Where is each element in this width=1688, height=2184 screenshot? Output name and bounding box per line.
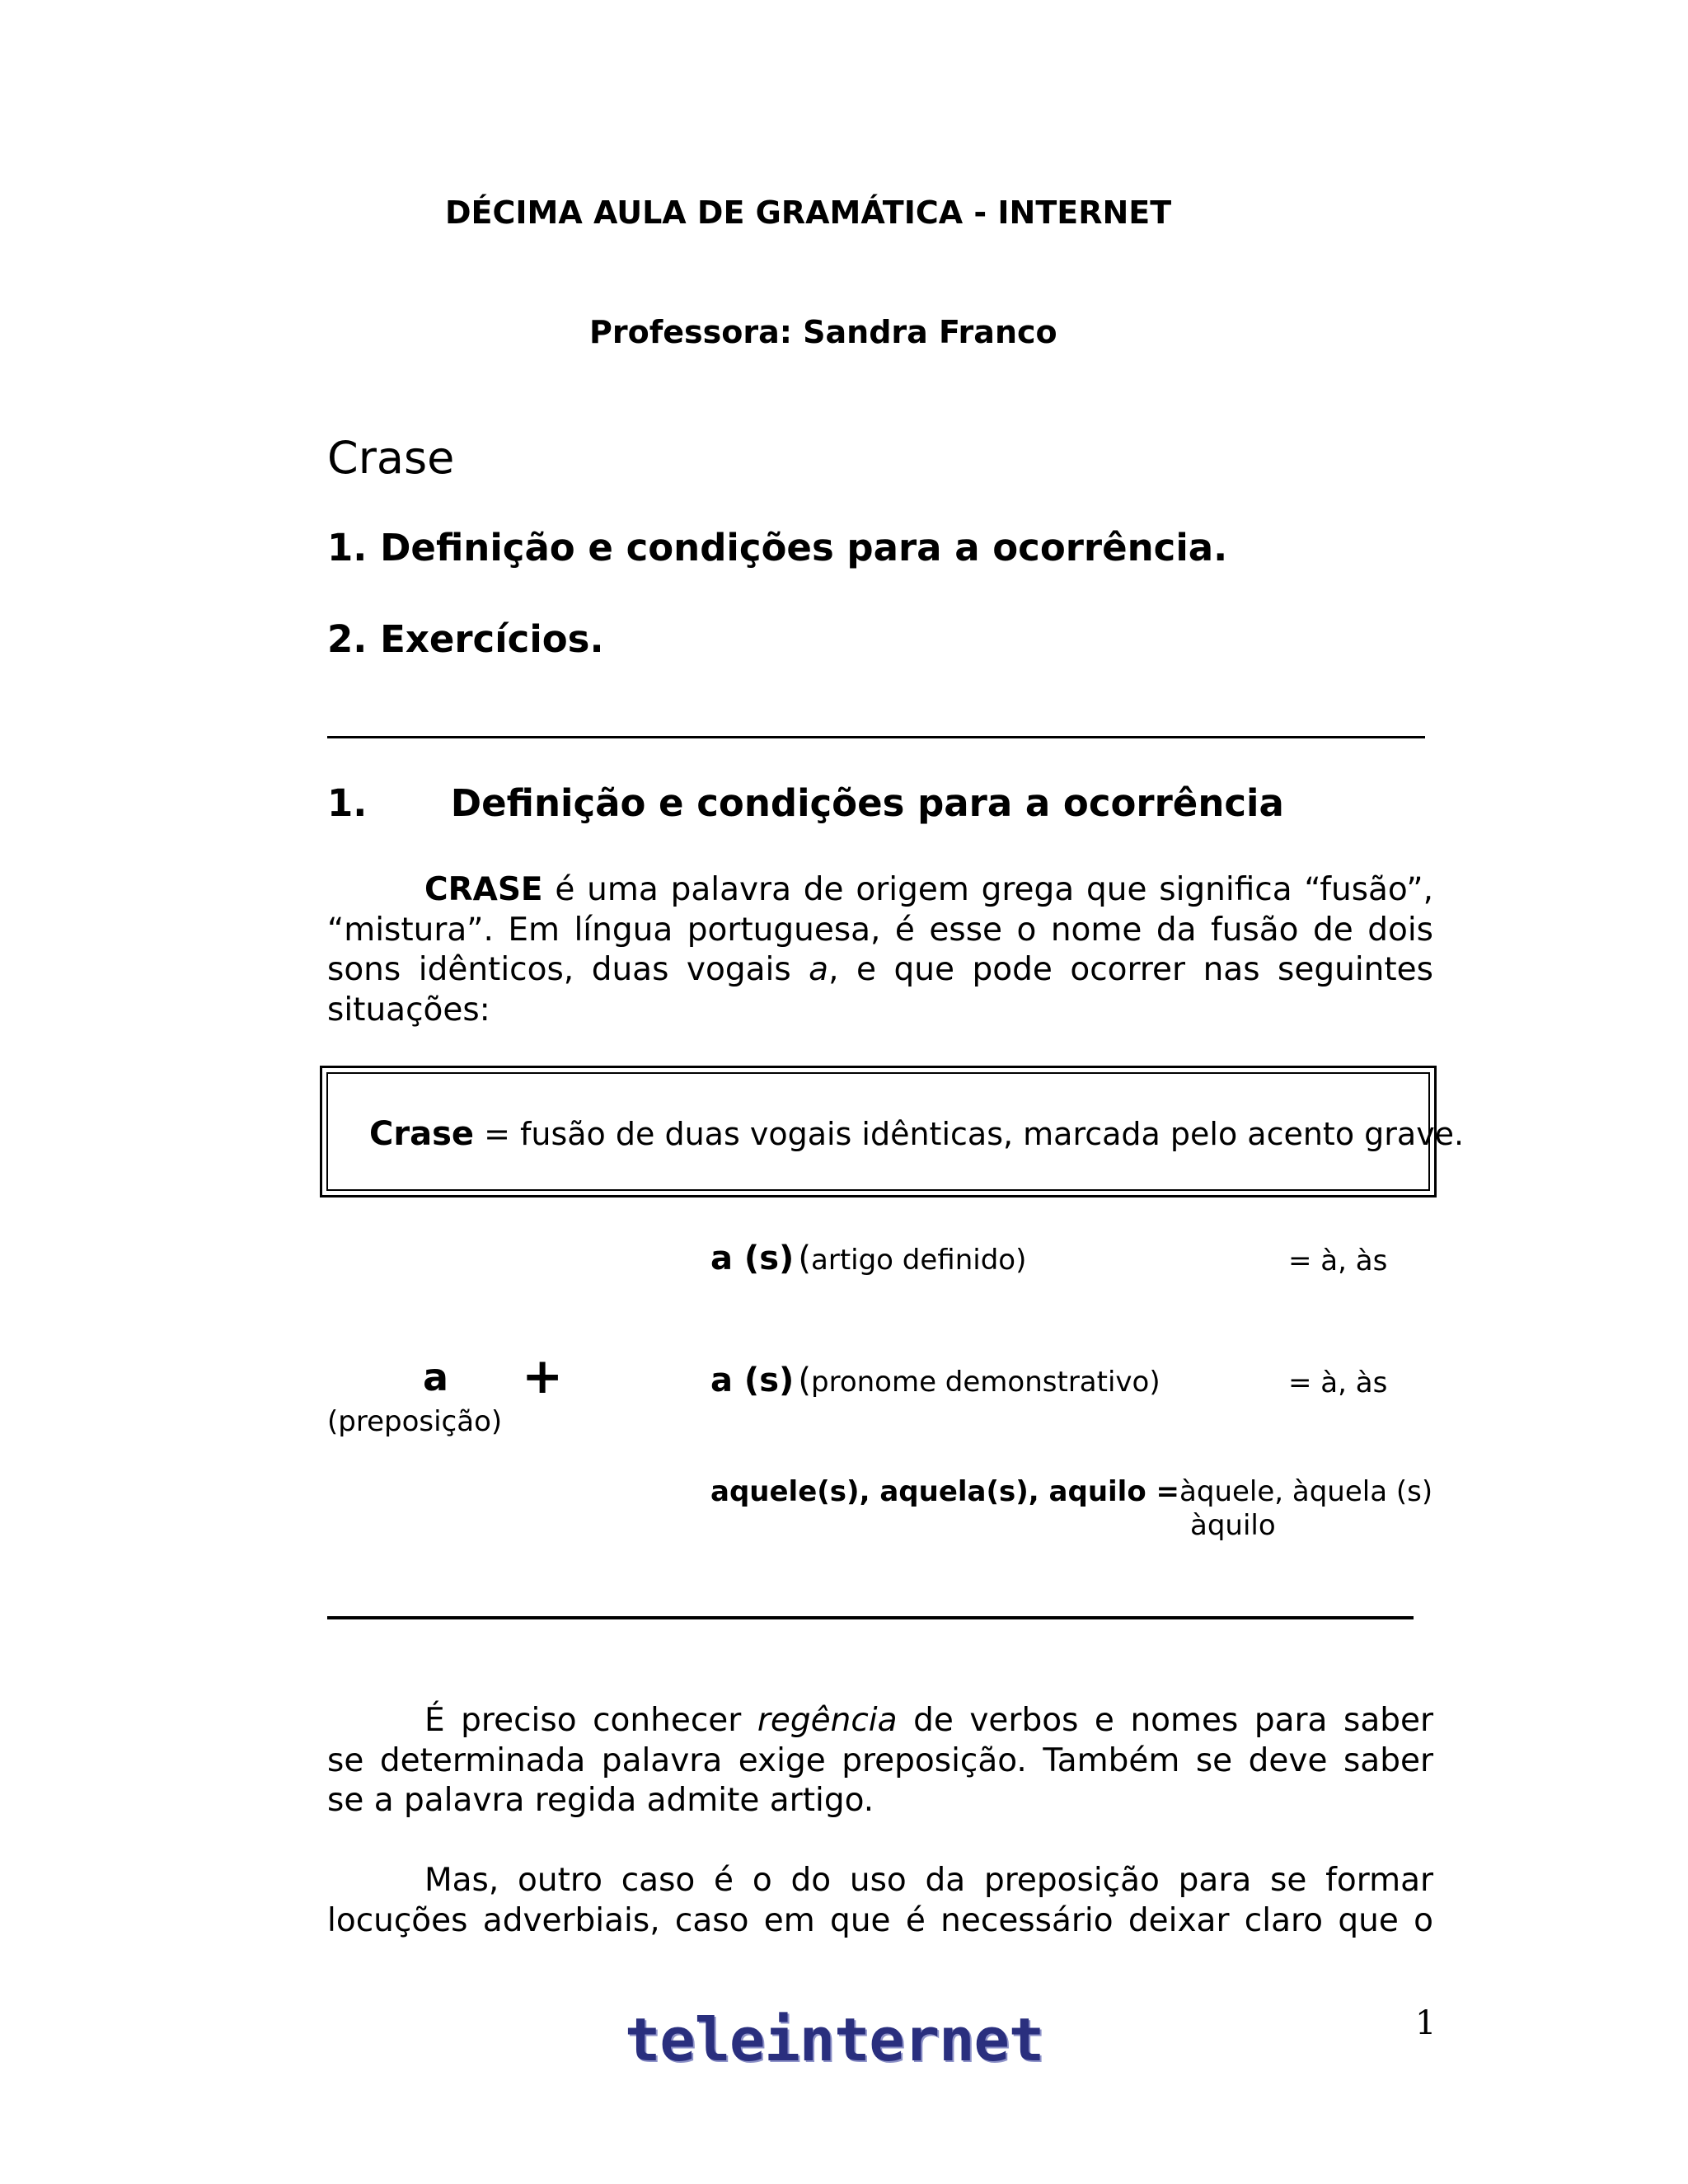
toc-item-text: Exercícios.	[380, 617, 604, 661]
formula-a-s: a (s)	[710, 1240, 795, 1277]
section-number: 1.	[327, 781, 368, 825]
formula-desc-pronoun: pronome demonstrativo)	[811, 1366, 1160, 1399]
intro-line-3: sons idênticos, duas vogais	[327, 951, 809, 988]
definition-text	[369, 1115, 1464, 1153]
formula-row-article	[710, 1240, 1026, 1277]
crase-bold: CRASE	[424, 871, 543, 908]
toc-item-1	[327, 526, 1227, 569]
preposition-a: a	[423, 1355, 449, 1399]
teleinternet-logo: teleinternet	[625, 2005, 1044, 2074]
regencia-line-3: se a palavra regida admite artigo.	[327, 1782, 874, 1819]
document-title: DÉCIMA AULA DE GRAMÁTICA - INTERNET	[445, 194, 1172, 231]
formula-paren: (	[798, 1240, 811, 1277]
formula-row-aquele	[710, 1475, 1432, 1508]
intro-paragraph	[327, 870, 1433, 1030]
regencia-line-2: se determinada palavra exige preposição. Também se deve saber	[327, 1741, 1433, 1779]
toc-item-number: 1.	[327, 526, 368, 569]
vowel-a: a	[809, 951, 829, 988]
locucoes-line-1: Mas, outro caso é o do uso da preposição para se formar	[424, 1862, 1433, 1899]
divider-line-thick	[327, 1616, 1414, 1619]
professor-name: Professora: Sandra Franco	[589, 314, 1057, 350]
plus-sign: +	[522, 1347, 564, 1405]
formula-a-s: a (s)	[710, 1361, 795, 1399]
intro-line-4: situações:	[327, 991, 490, 1029]
formula-paren: (	[798, 1361, 811, 1399]
toc-item-text: Definição e condições para a ocorrência.	[380, 526, 1228, 569]
definition-box-inner	[326, 1072, 1465, 1191]
locucoes-line-2: locuções adverbiais, caso em que é necessário deixar claro que o	[327, 1901, 1433, 1939]
topic-heading: Crase	[327, 432, 455, 484]
formula-result-pronoun: = à, às	[1288, 1366, 1388, 1399]
intro-line-1: é uma palavra de origem grega que significa “fusão”,	[542, 871, 1433, 908]
page-number: 1	[1415, 2004, 1437, 2042]
regencia-paragraph	[327, 1701, 1433, 1821]
toc-item-number: 2.	[327, 617, 368, 661]
aquele-forms: aquele(s), aquela(s), aquilo =	[710, 1475, 1180, 1508]
locucoes-paragraph	[327, 1861, 1433, 1941]
regencia-italic: regência	[757, 1702, 898, 1739]
intro-line-3-end: , e que pode ocorrer nas seguintes	[828, 951, 1433, 988]
aquilo-result: àquilo	[1190, 1509, 1276, 1542]
definition-body: = fusão de duas vogais idênticas, marcada pelo acento grave.	[474, 1116, 1465, 1152]
formula-desc-article: artigo definido)	[811, 1244, 1027, 1277]
formula-result-article: = à, às	[1288, 1244, 1388, 1277]
divider-line	[327, 736, 1425, 738]
regencia-line-1: É preciso conhecer	[424, 1702, 757, 1739]
toc-item-2	[327, 617, 604, 661]
definition-term: Crase	[369, 1115, 475, 1153]
formula-row-pronoun	[710, 1361, 1160, 1399]
section-title: Definição e condições para a ocorrência	[450, 781, 1284, 825]
intro-line-2: “mistura”. Em língua portuguesa, é esse o nome da fusão de dois	[327, 911, 1433, 949]
preposition-label: (preposição)	[327, 1405, 503, 1438]
section-heading	[327, 781, 1284, 825]
regencia-line-1-end: de verbos e nomes para saber	[897, 1702, 1433, 1739]
definition-box	[320, 1066, 1465, 1197]
aquele-results: àquele, àquela (s)	[1179, 1475, 1433, 1508]
